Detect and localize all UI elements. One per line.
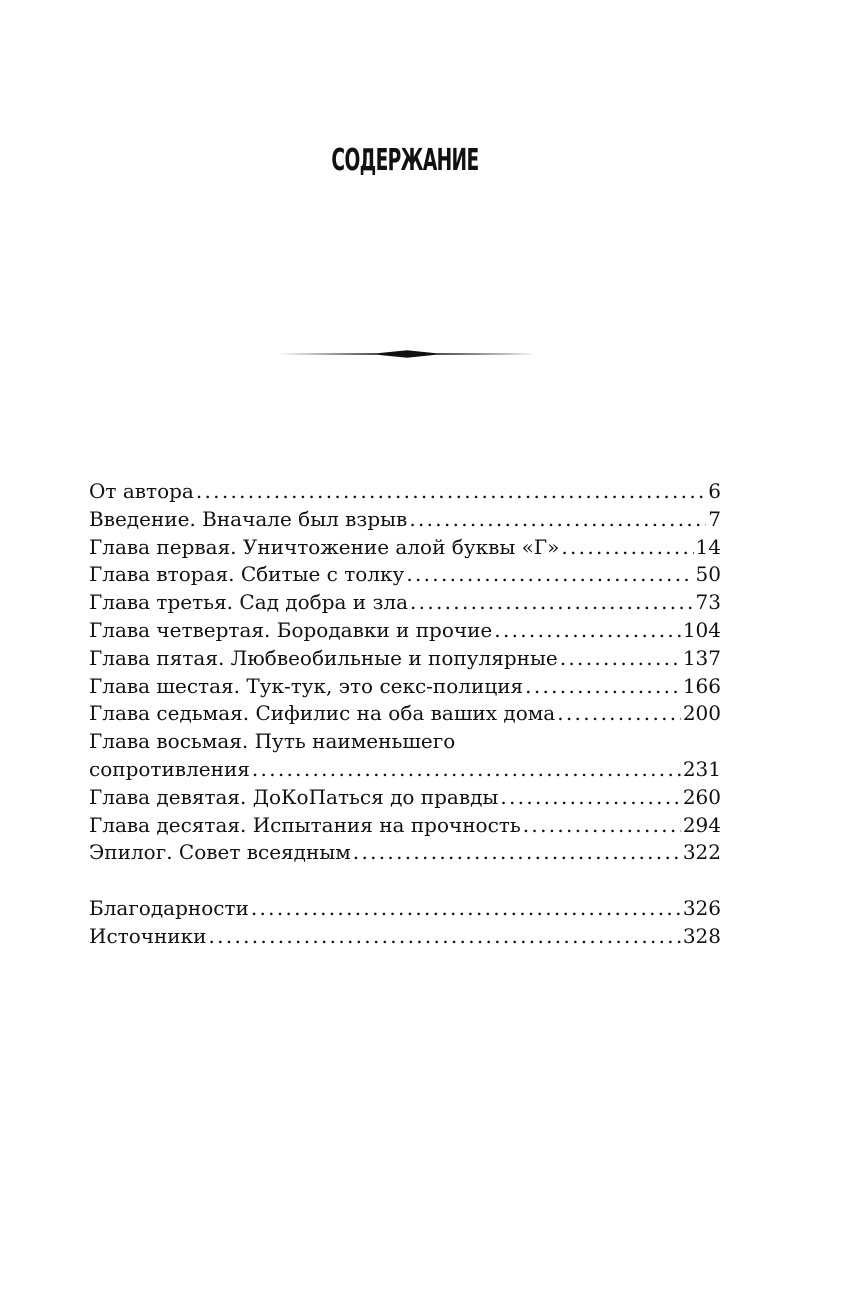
dot-leader: [557, 700, 681, 728]
toc-entry-title: Глава пятая. Любвеобильные и популярные: [89, 645, 558, 670]
toc-entry-title: Глава первая. Уничтожение алой буквы «Г»: [89, 534, 560, 559]
toc-entry-continuation: [89, 756, 721, 784]
toc-entry-page: 200: [682, 701, 721, 726]
toc-entry[interactable]: [89, 784, 721, 812]
toc-entry-page: 104: [682, 617, 721, 642]
toc-entry-title: Эпилог. Совет всеядным: [89, 840, 351, 865]
toc-entry-title: Введение. Вначале был взрыв: [89, 506, 408, 531]
toc-entry[interactable]: [89, 589, 721, 617]
toc-entry-page: 326: [682, 895, 721, 920]
dot-leader: [523, 812, 681, 840]
toc-entry-page: 7: [708, 506, 721, 531]
toc-entry-title: Глава шестая. Тук-тук, это секс-полиция: [89, 673, 524, 698]
toc-entry-title: От автора: [89, 479, 194, 503]
dot-leader: [500, 784, 680, 812]
toc-entry-page: 260: [682, 784, 721, 809]
toc-entry-page: 322: [682, 840, 721, 865]
dot-leader: [251, 895, 681, 923]
toc-entry-page: 166: [682, 673, 721, 698]
toc-entry-title: Глава десятая. Испытания на прочность: [89, 812, 521, 837]
toc-entry-title: Глава четвертая. Бородавки и прочие: [89, 617, 493, 642]
toc-entry-page: 6: [708, 479, 721, 503]
toc-entry-title: Глава девятая. ДоКоПаться до правды: [89, 784, 499, 809]
toc-entry-page: 328: [682, 923, 721, 948]
toc-entry-title: Глава вторая. Сбитые с толку: [89, 562, 405, 587]
dot-leader: [252, 756, 681, 784]
toc-entry[interactable]: [89, 617, 721, 645]
page-title: СОДЕРЖАНИЕ: [331, 143, 479, 178]
dot-leader: [208, 923, 680, 951]
ornament-divider: [278, 347, 536, 361]
toc-entry-title: Благодарности: [89, 895, 249, 920]
dot-leader: [560, 645, 681, 673]
dot-leader: [494, 617, 681, 645]
toc-entry-multiline[interactable]: [89, 728, 721, 784]
dot-leader: [525, 673, 681, 701]
toc-entry-page: 137: [682, 645, 721, 670]
toc-entry[interactable]: [89, 700, 721, 728]
dot-leader: [353, 839, 681, 867]
toc-entry[interactable]: [89, 812, 721, 840]
toc-entry[interactable]: [89, 839, 721, 867]
toc-entry-page: 50: [695, 562, 721, 587]
toc-entry[interactable]: [89, 534, 721, 562]
dot-leader: [406, 561, 693, 589]
toc-entry-title-line1: Глава восьмая. Путь наименьшего: [89, 729, 456, 754]
toc-entry[interactable]: [89, 506, 721, 534]
section-gap: [89, 867, 721, 895]
dot-leader: [196, 478, 706, 506]
toc-entry[interactable]: [89, 923, 721, 951]
dot-leader: [409, 506, 706, 534]
toc-entry[interactable]: [89, 478, 721, 506]
toc-entry-page: 73: [695, 590, 721, 615]
toc-entry-page: 14: [695, 534, 721, 559]
toc-entry-page: 231: [682, 756, 721, 781]
table-of-contents: [89, 478, 721, 951]
toc-entry-page: 294: [682, 812, 721, 837]
toc-entry[interactable]: [89, 673, 721, 701]
toc-entry-title: Источники: [89, 923, 207, 948]
toc-entry-title-line2: сопротивления: [89, 756, 250, 781]
toc-entry[interactable]: [89, 895, 721, 923]
dot-leader: [561, 534, 693, 562]
toc-entry[interactable]: [89, 645, 721, 673]
toc-entry-title: Глава седьмая. Сифилис на оба ваших дома: [89, 701, 556, 726]
dot-leader: [410, 589, 694, 617]
toc-entry-title: Глава третья. Сад добра и зла: [89, 590, 409, 615]
toc-entry[interactable]: [89, 561, 721, 589]
